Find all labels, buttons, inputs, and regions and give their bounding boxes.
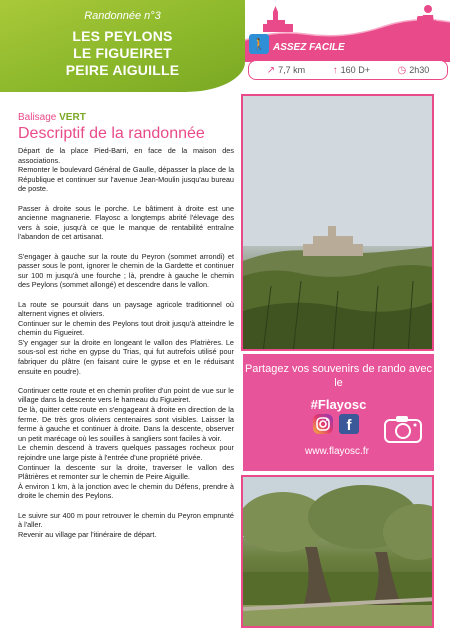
header: [0, 0, 450, 92]
duration-stat: [397, 65, 429, 76]
info-panel: [245, 0, 450, 92]
trail-marking-label: Balisage: [18, 112, 57, 123]
duration-value: 2h30: [409, 65, 430, 75]
paragraph-6: Le suivre sur 400 m pour retrouver le chemin du Peyron emprunté à l'aller. Revenir au village par l'itinéraire de départ.: [18, 510, 234, 539]
hike-title-line-2: LE FIGUEIRET: [73, 45, 172, 61]
difficulty-icon: 🚶: [249, 34, 269, 54]
elevation-value: 160 D+: [340, 65, 370, 75]
village-icon: [263, 6, 293, 32]
paragraph-1: Départ de la place Pied-Barri, en face de la maison des associations. Remonter le boulevard Général de Gaulle, dépasser la place de la République et continuer sur l'avenue Jean-Moulin jusqu'au bureau de poste.: [18, 146, 234, 194]
hike-title: [0, 28, 245, 79]
distance-value: 7,7 km: [278, 65, 306, 75]
difficulty-label: ASSEZ FACILE: [273, 42, 345, 53]
paragraph-4: La route se poursuit dans un paysage agricole traditionnel où alternent vignes et oliviers. Continuer sur le chemin des Peylons tout droit jusqu'à atteindre le chemin du Figueiret. S'y engager sur la droite en longeant le vallon des Platrières. Le sous-sol est riche en gypse du Trias, qui fut autrefois utilisé pour fabriquer du plâtre (en faisant cuire le gypse et en le réduisant ensuite en poudre).: [18, 299, 234, 376]
share-url[interactable]: www.flayosc.fr: [305, 446, 369, 457]
village-photo-illustration: [243, 96, 434, 351]
title-banner: [0, 0, 245, 92]
description-title: Descriptif de la randonnée: [18, 125, 205, 142]
trail-marking-value: VERT: [59, 112, 86, 123]
hike-number: Randonnée n°3: [84, 10, 161, 22]
facebook-icon[interactable]: f: [339, 414, 359, 434]
distance-stat: [267, 65, 305, 76]
description-text: [18, 146, 234, 539]
share-box: [243, 354, 434, 471]
olive-trees-photo: [241, 475, 434, 628]
camera-icon: [383, 414, 423, 444]
share-text: Partagez vos souvenirs de rando avec le: [244, 363, 433, 389]
paragraph-5: Continuer cette route et en chemin profiter d'un point de vue sur le village dans la descente vers le hameau du Figueiret. De là, quitter cette route en s'engageant à droite en direction de la ferme. De très gros oliviers centenaires sont visibles. Laisser la ferme à gauche et continuer à droite. Dans la descente, observer un petit marécage où les souilles à sangliers sont faciles à voir. Le chemin descend à travers quelques passages rocheux pour rejoindre une large piste à l'entrée d'une propriété privée. Continuer la descente sur la droite, traverser le vallon des Plâtrières et remonter sur le chemin de Peire Aiguille. À environ 1 km, à la jonction avec le chemin du Défens, prendre à droite le chemin des Peylons.: [18, 385, 234, 501]
olive-trees-illustration: [243, 477, 434, 628]
elevation-stat: [333, 65, 370, 76]
hike-title-line-3: PEIRE AIGUILLE: [65, 62, 180, 78]
elevation-icon: ↑: [332, 64, 338, 76]
paragraph-2: Passer à droite sous le porche. Le bâtiment à droite est une ancienne magnanerie. Flayosc a longtemps abrité l'élevage des vers à soie, jusqu'à ce que le manque de rentabilité entraîne l'abandon de cet artisanat.: [18, 203, 234, 242]
village-photo: [241, 94, 434, 351]
hike-title-line-1: LES PEYLONS: [72, 28, 173, 44]
paragraph-3: S'engager à gauche sur la route du Peyron (sommet arrondi) et passer sous le pont, ignorer le chemin de la Gardette et continuer sur 100 m jusqu'à une fourche ; là, prendre à gauche le chemin des Peylons (sommet allongé) et descendre dans le vallon.: [18, 251, 234, 290]
stats-box: [248, 60, 448, 80]
trail-marking: [18, 112, 234, 123]
distance-icon: ↗: [266, 64, 276, 76]
share-hashtag[interactable]: #Flayosc: [310, 397, 367, 412]
instagram-icon[interactable]: [313, 414, 333, 434]
description-section: [18, 112, 234, 549]
clock-icon: ◷: [397, 64, 407, 76]
